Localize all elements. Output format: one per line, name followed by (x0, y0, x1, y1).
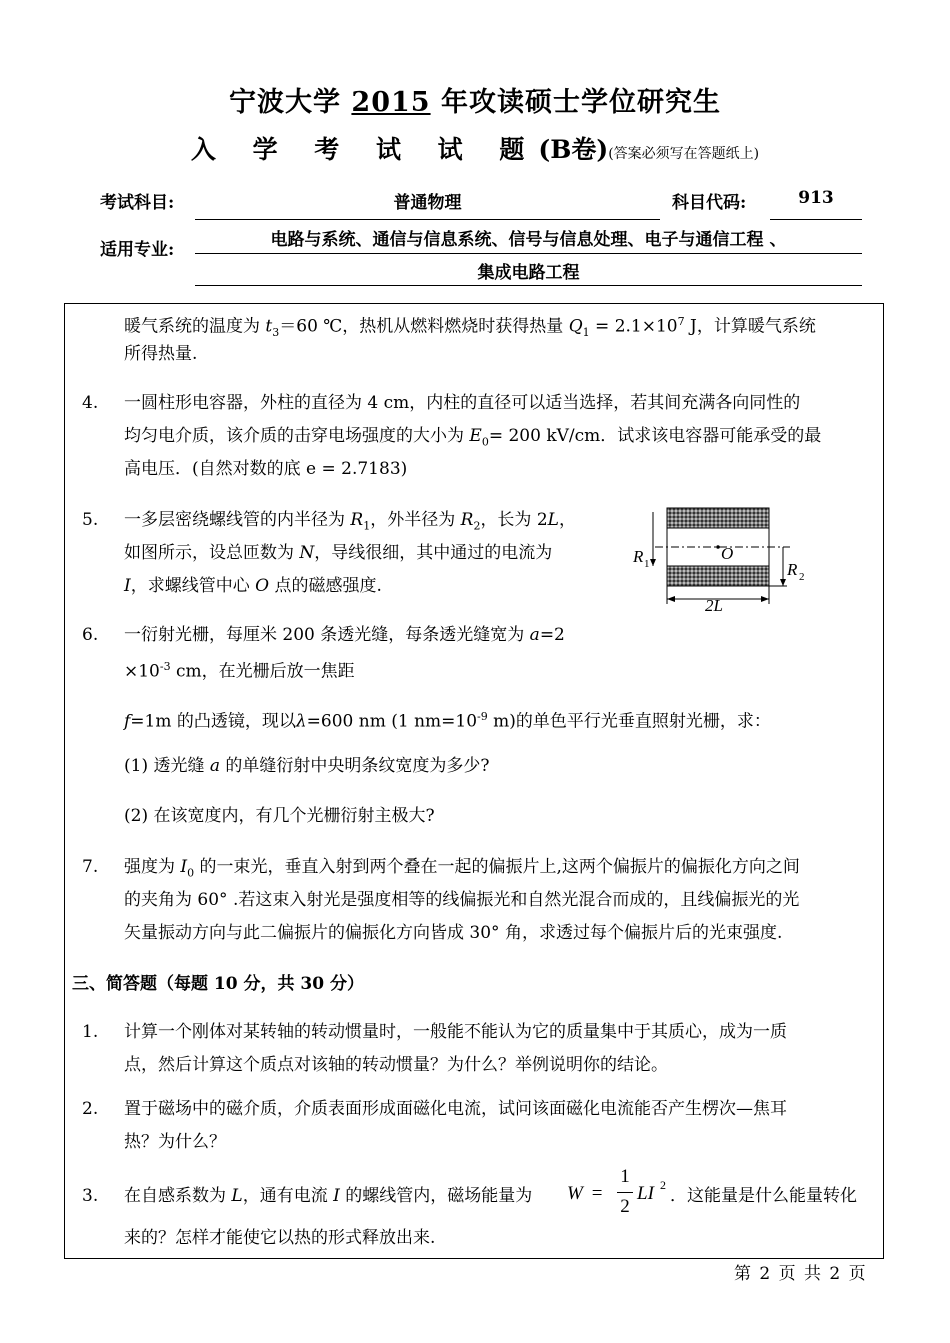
s3-q1-line-2: 点，然后计算这个质点对该轴的转动惯量？为什么？举例说明你的结论。 (124, 1055, 668, 1075)
cont-line-1: 暖气系统的温度为 $t_3=60$ ℃，热机从燃料燃烧时获得热量 $Q_1 = 2.1\times 10^7$ J，计算暖气系统 (124, 315, 816, 340)
q5-line-3: I，求螺线管中心 O 点的磁感强度. (124, 576, 382, 596)
q6-line-2: $\times 10^{-3}$ cm，在光栅后放一焦距 (124, 660, 355, 682)
q5-line-2: 如图所示，设总匝数为 N，导线很细，其中通过的电流为 (124, 543, 553, 563)
q4-line-3: 高电压．(自然对数的底 e = 2.7183) (124, 459, 408, 479)
major-underline-2 (195, 285, 862, 286)
s3-q2-line-1: 置于磁场中的磁介质，介质表面形成面磁化电流，试问该面磁化电流能否产生楞次—焦耳 (124, 1099, 787, 1119)
winding-top (667, 508, 769, 528)
major-line-2: 集成电路工程 (477, 263, 580, 283)
center-point (716, 545, 720, 549)
q4-line-2: 均匀电介质，该介质的击穿电场强度的大小为 $E_0= 200$ kV/cm．试求该电容器可能承受的最 (124, 426, 822, 449)
s3-q3-line-1: 在自感系数为 L，通有电流 I 的螺线管内，磁场能量为 (124, 1186, 533, 1206)
q4-line-1: 一圆柱形电容器，外柱的直径为 4 cm，内柱的直径可以适当选择，若其间充满各向同性的 (124, 393, 801, 413)
label-r2-sub: 2 (799, 571, 805, 583)
s3-q3-line-2: 来的？怎样才能使它以热的形式释放出来. (124, 1228, 436, 1248)
exam-title: 宁波大学 2015 年攻读硕士学位研究生 (229, 87, 721, 118)
cont-line-2: 所得热量. (124, 344, 198, 364)
q6-number: 6. (82, 625, 99, 645)
q6-line-1: 一衍射光栅，每厘米 200 条透光缝，每条透光缝宽为 a=2 (124, 625, 565, 645)
subject-label: 考试科目: (100, 193, 175, 213)
q5-line-1: 一多层密绕螺线管的内半径为 $R_1$，外半径为 $R_2$，长为 2L， (124, 510, 576, 533)
exam-subtitle: 入 学 考 试 试 题(B卷)(答案必须写在答题纸上) (190, 135, 760, 164)
s3-q3-line-1-end: ．这能量是什么能量转化 (670, 1186, 857, 1206)
code-value: 913 (798, 188, 834, 208)
s3-q2-line-2: 热？为什么？ (124, 1132, 226, 1152)
s3-q1-number: 1. (82, 1022, 99, 1042)
subject-value: 普通物理 (393, 193, 462, 213)
q7-line-3: 矢量振动方向与此二偏振片的偏振化方向皆成 30° 角，求透过每个偏振片后的光束强度. (124, 923, 783, 943)
q6-sub-2: (2) 在该宽度内，有几个光栅衍射主极大? (124, 806, 435, 826)
page-number: 第 2 页 共 2 页 (734, 1264, 866, 1284)
section-3-title: 三、简答题（每题 10 分，共 30 分） (72, 974, 364, 994)
q7-line-1: 强度为 $I_0$ 的一束光，垂直入射到两个叠在一起的偏振片上,这两个偏振片的偏振化方向之间 (124, 857, 800, 880)
q6-sub-1: (1) 透光缝 a 的单缝衍射中央明条纹宽度为多少? (124, 756, 490, 776)
major-underline-1 (195, 253, 862, 254)
s3-q3-number: 3. (82, 1186, 99, 1206)
label-r2: R (787, 560, 798, 579)
label-r1-sub: 1 (644, 558, 650, 570)
solenoid-figure (625, 500, 825, 615)
code-underline (770, 219, 862, 220)
major-line-1: 电路与系统、通信与信息系统、信号与信息处理、电子与通信工程 、 (270, 230, 787, 250)
winding-bottom (667, 566, 769, 586)
label-2l: 2L (705, 596, 723, 615)
q4-number: 4. (82, 393, 99, 413)
subject-underline (195, 219, 660, 220)
code-label: 科目代码: (672, 193, 747, 213)
q7-number: 7. (82, 857, 99, 877)
label-o: O (721, 544, 734, 563)
q7-line-2: 的夹角为 60° .若这束入射光是强度相等的线偏振光和自然光混合而成的，且线偏振光的光 (124, 890, 800, 910)
s3-q1-line-1: 计算一个刚体对某转轴的转动惯量时，一般能不能认为它的质量集中于其质心，成为一质 (124, 1022, 787, 1042)
q5-number: 5. (82, 510, 99, 530)
label-r1: R (633, 547, 644, 566)
s3-q2-number: 2. (82, 1099, 99, 1119)
major-label: 适用专业: (100, 240, 175, 260)
q6-line-3: f=1m 的凸透镜，现以λ=600 nm (1 $nm=10^{-9}$ m)的单色平行光垂直照射光栅，求： (124, 710, 771, 732)
